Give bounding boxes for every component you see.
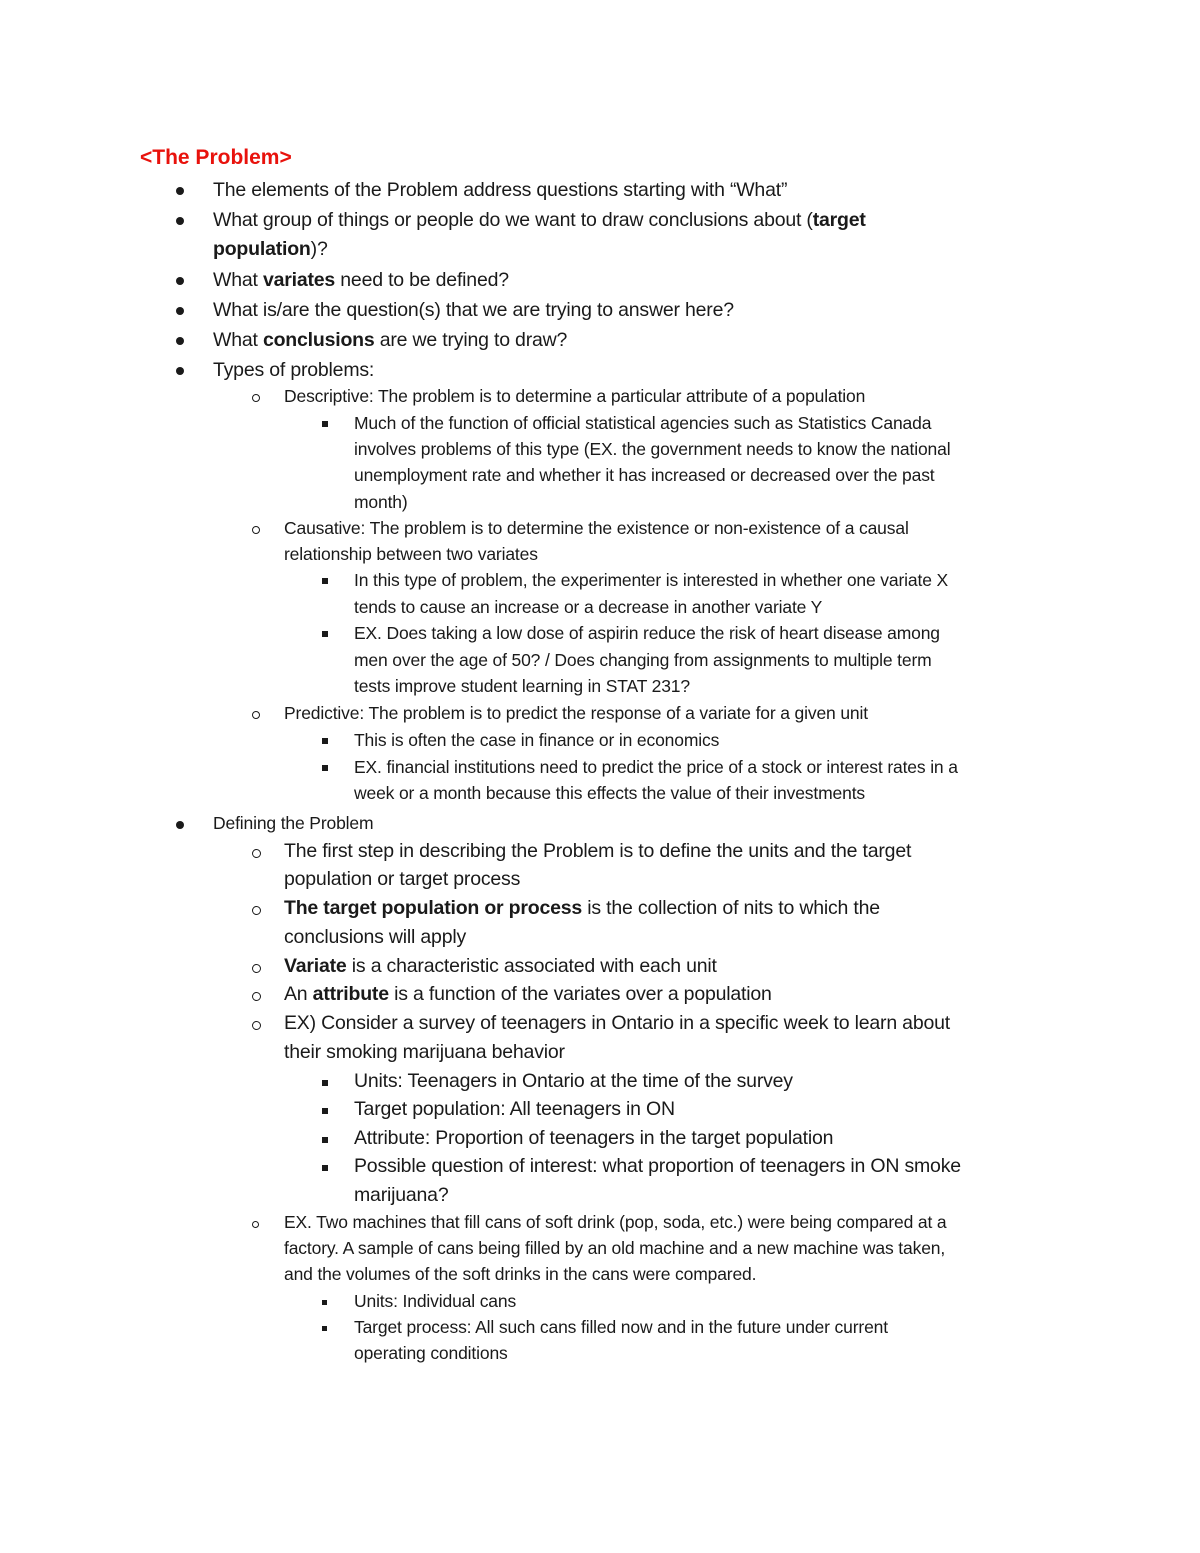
list-item: Defining the Problem — [213, 813, 374, 833]
list-item-continued: their smoking marijuana behavior — [284, 1041, 565, 1063]
square-bullet-icon — [322, 631, 328, 637]
square-bullet-icon — [322, 765, 328, 771]
text-span: An — [284, 983, 313, 1005]
square-bullet-icon — [322, 1165, 328, 1171]
list-item: Descriptive: The problem is to determine a particular attribute of a population — [284, 386, 866, 406]
list-item — [284, 897, 880, 920]
list-item: The first step in describing the Problem is to define the units and the target — [284, 840, 912, 862]
list-item: Types of problems: — [213, 359, 375, 381]
list-item: Units: Individual cans — [354, 1291, 517, 1311]
square-bullet-icon — [322, 1108, 328, 1114]
list-item-continued: marijuana? — [354, 1184, 449, 1206]
list-item-continued: unemployment rate and whether it has increased or decreased over the past — [354, 465, 935, 485]
text-span: is a characteristic associated with each unit — [346, 955, 717, 977]
square-bullet-icon — [322, 738, 328, 744]
list-item — [284, 983, 772, 1006]
list-item: Units: Teenagers in Ontario at the time of the survey — [354, 1070, 793, 1092]
square-bullet-icon — [322, 1326, 327, 1331]
list-item — [213, 329, 567, 352]
list-item: The elements of the Problem address questions starting with “What” — [213, 179, 788, 201]
text-span: need to be defined? — [335, 269, 509, 291]
list-item-continued: and the volumes of the soft drinks in the cans were compared. — [284, 1264, 757, 1284]
list-item-continued: conclusions will apply — [284, 926, 467, 948]
circle-bullet-icon — [252, 906, 261, 915]
list-item: Possible question of interest: what proportion of teenagers in ON smoke — [354, 1155, 961, 1177]
circle-bullet-icon — [252, 394, 260, 402]
circle-bullet-icon — [252, 964, 261, 973]
bold-term: variates — [262, 269, 336, 291]
list-item-continued: operating conditions — [354, 1343, 508, 1363]
text-span: )? — [310, 238, 328, 260]
bullet-icon — [176, 187, 184, 195]
circle-bullet-icon — [252, 1021, 261, 1030]
list-item-continued: relationship between two variates — [284, 544, 538, 564]
bullet-icon — [176, 821, 184, 829]
list-item-continued: men over the age of 50? / Does changing from assignments to multiple term — [354, 650, 932, 670]
list-item: What is/are the question(s) that we are trying to answer here? — [213, 299, 734, 321]
bold-term: attribute — [312, 983, 389, 1005]
bold-term: Variate — [284, 955, 347, 977]
bold-term: target — [812, 209, 866, 231]
bold-term: The target population or process — [284, 897, 583, 919]
text-span: is the collection of nits to which the — [582, 897, 880, 919]
circle-bullet-icon — [252, 849, 261, 858]
bullet-icon — [176, 307, 184, 315]
list-item-continued: tests improve student learning in STAT 231? — [354, 676, 690, 696]
circle-bullet-icon — [252, 711, 260, 719]
list-item: This is often the case in finance or in economics — [354, 730, 720, 750]
circle-bullet-icon — [252, 992, 261, 1001]
list-item-continued: tends to cause an increase or a decrease in another variate Y — [354, 597, 823, 617]
list-item-continued: factory. A sample of cans being filled by an old machine and a new machine was taken, — [284, 1238, 946, 1258]
square-bullet-icon — [322, 1137, 328, 1143]
list-item: EX. Two machines that fill cans of soft drink (pop, soda, etc.) were being compared at a — [284, 1212, 947, 1232]
list-item: Attribute: Proportion of teenagers in the target population — [354, 1127, 834, 1149]
bullet-icon — [176, 337, 184, 345]
list-item: EX. financial institutions need to predict the price of a stock or interest rates in a — [354, 757, 958, 777]
page-title: <The Problem> — [140, 146, 292, 169]
list-item-continued — [213, 238, 328, 261]
bullet-icon — [176, 217, 184, 225]
list-item: In this type of problem, the experimenter is interested in whether one variate X — [354, 570, 949, 590]
list-item — [213, 269, 509, 292]
bullet-icon — [176, 367, 184, 375]
bullet-icon — [176, 277, 184, 285]
bold-term: conclusions — [262, 329, 375, 351]
list-item-continued: involves problems of this type (EX. the government needs to know the national — [354, 439, 951, 459]
list-item: Much of the function of official statistical agencies such as Statistics Canada — [354, 413, 932, 433]
list-item-continued: month) — [354, 492, 408, 512]
square-bullet-icon — [322, 1300, 327, 1305]
text-span: What — [213, 269, 263, 291]
text-span: is a function of the variates over a population — [388, 983, 772, 1005]
text-span: are we trying to draw? — [374, 329, 568, 351]
list-item — [284, 955, 717, 978]
list-item: Predictive: The problem is to predict the response of a variate for a given unit — [284, 703, 868, 723]
square-bullet-icon — [322, 421, 328, 427]
bold-term: population — [213, 238, 311, 260]
text-span: What group of things or people do we want to draw conclusions about ( — [213, 209, 813, 231]
list-item: EX. Does taking a low dose of aspirin reduce the risk of heart disease among — [354, 623, 940, 643]
list-item — [213, 209, 866, 232]
circle-bullet-icon — [252, 526, 260, 534]
text-span: What — [213, 329, 263, 351]
list-item: EX) Consider a survey of teenagers in Ontario in a specific week to learn about — [284, 1012, 950, 1034]
list-item: Target population: All teenagers in ON — [354, 1098, 675, 1120]
circle-bullet-icon — [252, 1221, 259, 1228]
square-bullet-icon — [322, 578, 328, 584]
square-bullet-icon — [322, 1080, 328, 1086]
list-item-continued: week or a month because this effects the value of their investments — [354, 783, 866, 803]
list-item: Target process: All such cans filled now and in the future under current — [354, 1317, 888, 1337]
list-item: Causative: The problem is to determine the existence or non-existence of a causal — [284, 518, 909, 538]
list-item-continued: population or target process — [284, 868, 521, 890]
